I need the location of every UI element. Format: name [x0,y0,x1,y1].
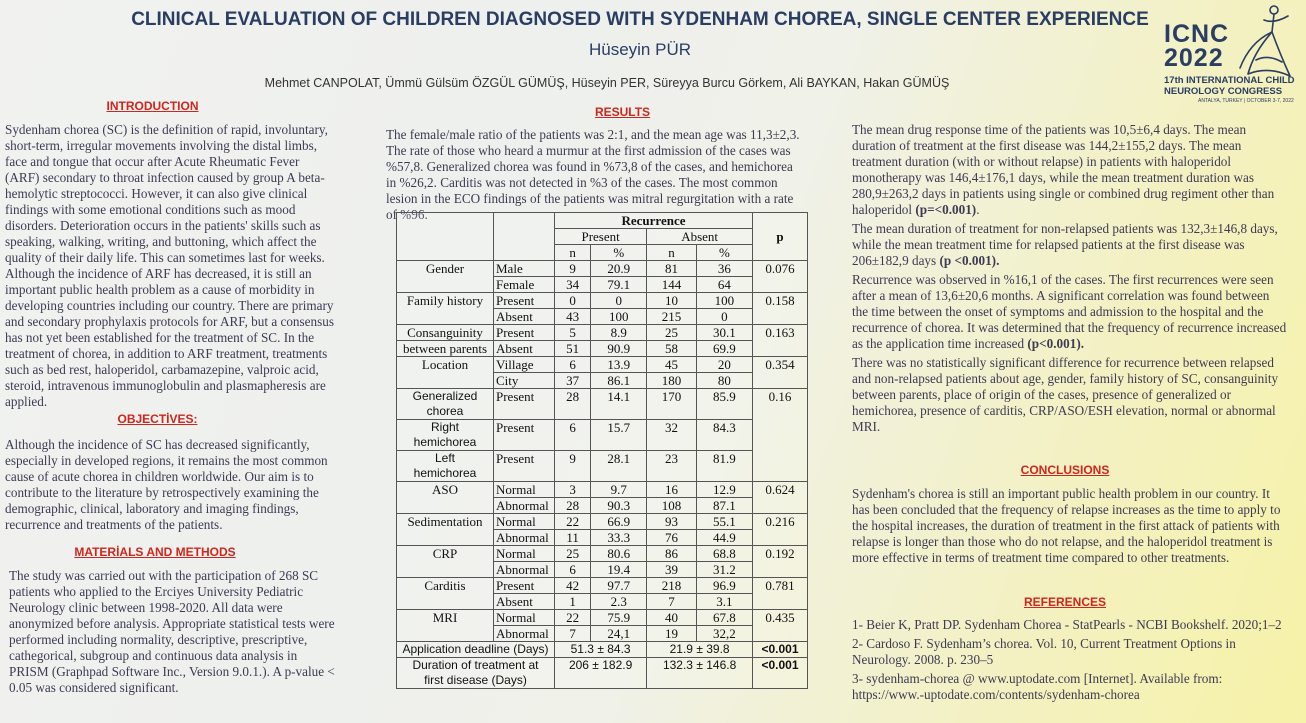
reference-2: 2- Cardoso F. Sydenham’s chorea. Vol. 10, Current Treatment Options in Neurology. 2008. p. 230–5 [852,636,1236,667]
table-cell: 76 [647,530,697,546]
table-row [397,642,808,658]
table-cell: 16 [647,482,697,498]
table-cell: 97.7 [591,578,647,594]
table-cell: 0.354 [753,357,808,389]
table-cell: Application deadline (Days) [397,642,555,658]
results-paragraph-4: There was no statistically significant difference for recurrence between relapsed and non-relapsed patients about age, gender, family history of SC, consanguinity between parents, place of origin of the cases, presence of generalized or hemichorea, presence of carditis, CRP/ASO/ESH elevation, normal or abnormal MRI. [852,355,1279,434]
table-cell: 10 [647,293,697,309]
table-row [397,341,808,357]
table-cell: Present [494,325,555,341]
table-row [397,213,808,229]
results-paragraph-3: Recurrence was observed in %16,1 of the cases. The first recurrences were seen after a mean of 13,6±20,6 months. A significant correlation was found between the time between the onset of symptoms and admission to the hospital and the recurrence of chorea. It was determined that the frequency of recurrence increased as the application time increased (p<0.001). [852,272,1287,351]
table-row [397,293,808,309]
table-cell: 51 [555,341,591,357]
table-cell: CRP [397,546,494,578]
table-cell: 20.9 [591,261,647,277]
table-cell: Female [494,277,555,293]
table-cell: 37 [555,373,591,389]
table-cell: 25 [555,546,591,562]
table-cell: 67.8 [696,610,752,626]
table-row [397,261,808,277]
table-row [397,610,808,626]
table-cell: 96.9 [696,578,752,594]
table-cell: 30.1 [696,325,752,341]
table-cell: 90.9 [591,341,647,357]
table-cell: Normal [494,514,555,530]
table-header: p [753,213,808,261]
table-row [397,514,808,530]
table-cell: 0.192 [753,546,808,578]
introduction-heading: INTRODUCTION [106,99,199,113]
table-cell: Abnormal [494,498,555,514]
introduction-text: Sydenham chorea (SC) is the definition of rapid, involuntary, short-term, irregular movements involving the distal limbs, face and tongue that occur after Acute Rheumatic Fever (ARF) secondary to throat infection caused by group A beta-hemolytic streptococci. However, it can also give clinical findings with some emotional conditions such as mood disorders. Deterioration occurs in the patients' skills such as speaking, walking, writing, and buttoning, which affect the quality of their daily life. This can sometimes last for weeks. Although the incidence of ARF has decreased, it is still an important public health problem as a cause of morbidity in developing countries including our country. There are primary and secondary prophylaxis protocols for ARF, but a consensus has not yet been established for the treatment of SC. In the treatment of chorea, in addition to ARF treatment, treatments such as bed rest, haloperidol, carbamazepine, valproic acid, steroid, intravenous immunoglobulin and plasmapheresis are applied. [5,122,334,409]
table-cell: 86 [647,546,697,562]
results-text: The female/male ratio of the patients was 2:1, and the mean age was 11,3±2,3. The rate of those who heard a murmur at the first admission of the cases was %57,8. Generalized chorea was found in %73,8 of the cases, and hemichorea in %26,2. Carditis was not detected in %3 of the cases. The most common lesion in the ECO findings of the patients was mitral regurgitation with a rate of %96. [386,127,800,222]
table-row [397,546,808,562]
table-cell: 79.1 [591,277,647,293]
table-cell: 32 [647,420,697,451]
objectives-heading: OBJECTİVES: [117,412,198,426]
table-cell: 39 [647,562,697,578]
table-cell: 43 [555,309,591,325]
table-cell: 90.3 [591,498,647,514]
table-cell: Location [397,357,494,389]
table-cell: Duration of treatment at first disease (Days) [397,658,555,689]
table-cell: 0.781 [753,578,808,610]
table-cell: 0.158 [753,293,808,325]
table-cell: 86.1 [591,373,647,389]
table-cell: 0.163 [753,325,808,357]
table-cell: 42 [555,578,591,594]
table-cell: 0.624 [753,482,808,514]
table-cell: 80 [696,373,752,389]
table-cell: 3.1 [696,594,752,610]
table-cell: Present [494,578,555,594]
table-cell: 23 [647,451,697,482]
author-list: Mehmet CANPOLAT, Ümmü Gülsüm ÖZGÜL GÜMÜŞ, Hüseyin PER, Süreyya Burcu Görkem, Ali BAYKAN, Hakan GÜMÜŞ [264,76,950,90]
table-cell: 0 [555,293,591,309]
table-cell: 0.076 [753,261,808,293]
table-cell: 6 [555,357,591,373]
table-cell: Absent [494,309,555,325]
table-cell: 87.1 [696,498,752,514]
results-heading: RESULTS [594,105,651,119]
table-cell: Male [494,261,555,277]
table-cell: 9 [555,261,591,277]
table-cell: Gender [397,261,494,293]
table-cell: 100 [591,309,647,325]
table-header: Present [555,229,647,245]
table-cell: 75.9 [591,610,647,626]
table-cell: between parents [397,341,494,357]
table-cell: 69.9 [696,341,752,357]
table-header: n [647,245,697,261]
table-cell: 22 [555,610,591,626]
table-cell: City [494,373,555,389]
presenter-name: Hüseyin PÜR [588,40,692,59]
table-cell: 25 [647,325,697,341]
table-cell: 180 [647,373,697,389]
table-row [397,578,808,594]
table-cell: 81 [647,261,697,277]
references-heading: REFERENCES [1023,595,1106,609]
table-cell: 80.6 [591,546,647,562]
table-cell: 85.9 [696,389,752,420]
table-cell: 108 [647,498,697,514]
table-cell: 6 [555,562,591,578]
table-cell: ASO [397,482,494,514]
table-cell: 0.16 [753,389,808,482]
table-cell: 14.1 [591,389,647,420]
methods-heading: MATERİALS AND METHODS [74,545,236,559]
table-cell: Abnormal [494,626,555,642]
table-header: Recurrence [555,213,753,229]
reference-1: 1- Beier K, Pratt DP. Sydenham Chorea - StatPearls - NCBI Bookshelf. 2020;1–2 [852,617,1282,632]
table-cell: 132.3 ± 146.8 [647,658,753,689]
table-cell: 144 [647,277,697,293]
table-row [397,451,808,482]
table-row [397,389,808,420]
poster-title: CLINICAL EVALUATION OF CHILDREN DIAGNOSED WITH SYDENHAM CHOREA, SINGLE CENTER EXPERIENCE [131,9,1149,30]
table-cell: 15.7 [591,420,647,451]
table-cell: 11 [555,530,591,546]
table-cell: 2.3 [591,594,647,610]
table-cell: 1 [555,594,591,610]
results-paragraph-2: The mean duration of treatment for non-relapsed patients was 132,3±146,8 days, while the mean treatment time for relapsed patients at the first disease was 206±182,9 days (p <0.001). [852,221,1278,268]
table-cell: 33.3 [591,530,647,546]
table-header: % [591,245,647,261]
table-row [397,357,808,373]
table-cell: Present [494,389,555,420]
table-cell: Right hemichorea [397,420,494,451]
table-cell: 68.8 [696,546,752,562]
dervish-icon [1234,2,1300,80]
table-cell: 64 [696,277,752,293]
table-cell: 8.9 [591,325,647,341]
congress-name: 17th INTERNATIONAL CHILD NEUROLOGY CONGRESS [1164,75,1295,97]
table-cell: 58 [647,341,697,357]
conclusions-heading: CONCLUSIONS [1020,463,1110,477]
table-cell: 20 [696,357,752,373]
table-cell: 22 [555,514,591,530]
table-cell: 34 [555,277,591,293]
table-cell: 19.4 [591,562,647,578]
table-cell: 218 [647,578,697,594]
table-cell: 6 [555,420,591,451]
table-cell: 7 [555,626,591,642]
table-cell: 93 [647,514,697,530]
table-cell: 84.3 [696,420,752,451]
table-cell: 28 [555,389,591,420]
conclusions-text: Sydenham's chorea is still an important public health problem in our country. It has been concluded that the frequency of relapse increases as the time to apply to the hospital increases, the duration of treatment in the first attack of patients with relapse is longer than those who do not relapse, and the haloperidol treatment is more effective in terms of treatment time compared to other treatments. [852,486,1281,565]
results-table [396,212,808,689]
table-cell: Left hemichorea [397,451,494,482]
table-row [397,325,808,341]
congress-location: ANTALYA, TURKEY | OCTOBER 3-7, 2022 [1198,98,1294,104]
table-cell: Consanguinity [397,325,494,341]
table-cell: 45 [647,357,697,373]
table-cell: Present [494,420,555,451]
table-cell: 44.9 [696,530,752,546]
table-cell: 0 [591,293,647,309]
table-cell: Present [494,451,555,482]
table-cell: 7 [647,594,697,610]
table-cell: 100 [696,293,752,309]
table-header: % [696,245,752,261]
table-cell: Absent [494,594,555,610]
table-cell: Generalized chorea [397,389,494,420]
table-cell: Normal [494,610,555,626]
table-cell: Abnormal [494,530,555,546]
table-cell: 0.435 [753,610,808,642]
table-cell: 40 [647,610,697,626]
table-cell: 9 [555,451,591,482]
table-cell: 24,1 [591,626,647,642]
table-cell: 0.216 [753,514,808,546]
table-header: n [555,245,591,261]
table-cell: Present [494,293,555,309]
table-cell: 21.9 ± 39.8 [647,642,753,658]
table-cell: Family history [397,293,494,325]
table-cell: Village [494,357,555,373]
table-cell: 0 [696,309,752,325]
table-cell: Abnormal [494,562,555,578]
table-cell: 66.9 [591,514,647,530]
table-row [397,482,808,498]
objectives-text: Although the incidence of SC has decreased significantly, especially in developed regions, it remains the most common cause of acute chorea in children worldwide. Our aim is to contribute to the literature by retrospectively examining the demographic, clinical, laboratory and imaging findings, recurrence and treatments of the patients. [5,437,328,532]
table-cell: 31.2 [696,562,752,578]
results-paragraph-1: The mean drug response time of the patients was 10,5±6,4 days. The mean duration of treatment at the first disease was 144,2±155,2 days. The mean treatment duration (with or without relapse) in patients with haloperidol monotherapy was 146,4±176,1 days, while the mean treatment duration was 280,9±263,2 days in patients using single or combined drug regiment other than haloperidol (p=<0.001). [852,122,1275,217]
table-cell: <0.001 [753,658,808,689]
table-cell: 215 [647,309,697,325]
table-cell: 55.1 [696,514,752,530]
table-cell: 170 [647,389,697,420]
table-row [397,420,808,451]
table-cell: 3 [555,482,591,498]
table-cell: <0.001 [753,642,808,658]
table-cell: 28 [555,498,591,514]
table-cell: 32,2 [696,626,752,642]
table-cell: 9.7 [591,482,647,498]
reference-3: 3- sydenham-chorea @ www.uptodate.com [Internet]. Available from: https://www.-uptodate.com/contents/sydenham-chorea [852,671,1223,702]
table-row [397,658,808,689]
table-cell: Sedimentation [397,514,494,546]
methods-text: The study was carried out with the participation of 268 SC patients who applied to the Erciyes University Pediatric Neurology clinic between 1998-2020. All data were anonymized before analysis. Appropriate statistical tests were performed including normality, descriptive, prescriptive, cathegorical, subgroup and continuous data analysis in PRISM (Graphpad Software Inc., Version 9.0.1.). A p-value < 0.05 was considered significant. [9,568,335,695]
table-cell: Normal [494,482,555,498]
table-cell: Carditis [397,578,494,610]
table-cell: Normal [494,546,555,562]
table-cell: MRI [397,610,494,642]
table-header: Absent [647,229,753,245]
congress-logo [1158,2,1300,106]
table-cell: 5 [555,325,591,341]
table-cell: 36 [696,261,752,277]
table-cell: 206 ± 182.9 [555,658,647,689]
logo-text: ICNC 2022 [1164,20,1230,72]
table-cell: 12.9 [696,482,752,498]
table-cell: 19 [647,626,697,642]
table-cell: Absent [494,341,555,357]
table-cell: 13.9 [591,357,647,373]
table-cell: 51.3 ± 84.3 [555,642,647,658]
table-cell: 81.9 [696,451,752,482]
table-cell: 28.1 [591,451,647,482]
